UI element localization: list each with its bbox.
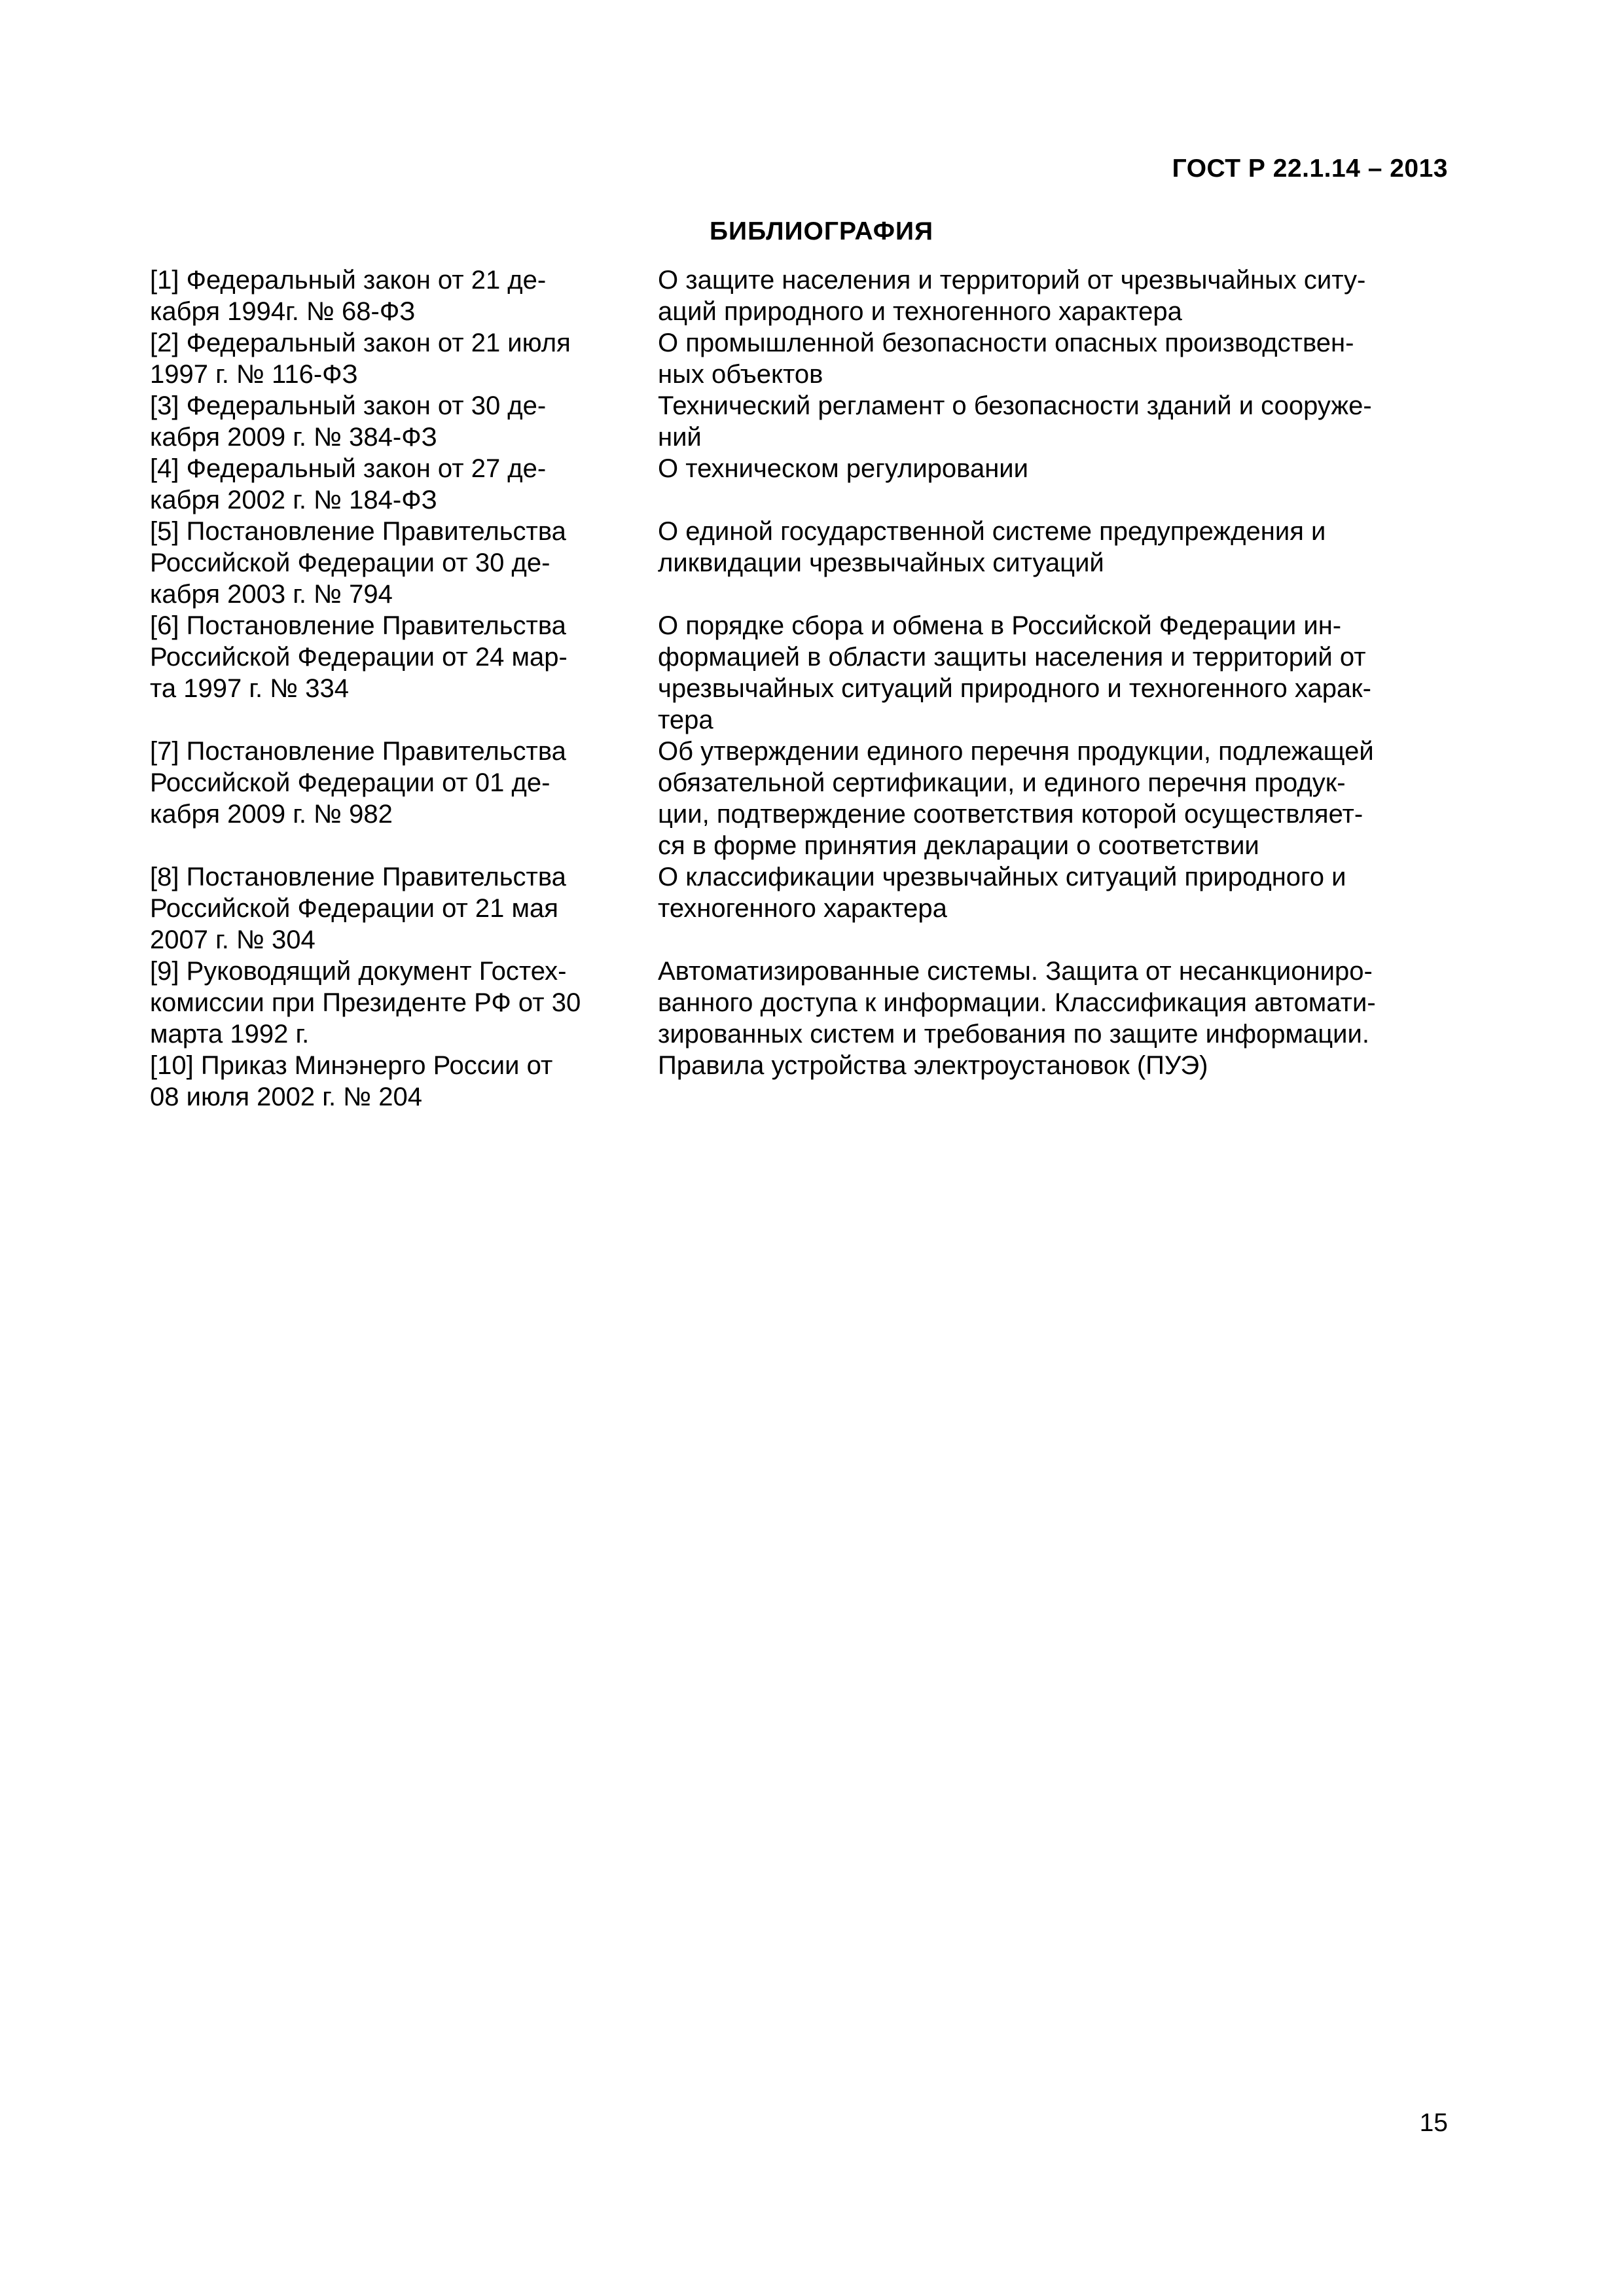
entry-title: О промышленной безопасности опасных производствен- ных объектов bbox=[658, 329, 1354, 389]
bibliography-entry bbox=[150, 610, 1433, 736]
entry-reference: [1] Федеральный закон от 21 де- кабря 1994г. № 68-ФЗ bbox=[150, 266, 547, 326]
entry-reference: [8] Постановление Правительства Российской Федерации от 21 мая 2007 г. № 304 bbox=[150, 863, 566, 954]
entry-title: О техническом регулировании bbox=[658, 454, 1028, 483]
entry-reference: [7] Постановление Правительства Российской Федерации от 01 де- кабря 2009 г. № 982 bbox=[150, 737, 566, 829]
page-number: 15 bbox=[1419, 2109, 1448, 2137]
entry-title: О порядке сбора и обмена в Российской Федерации ин- формацией в области защиты населения и территорий от чрезвычайных ситуаций природного и техногенного харак- тера bbox=[658, 611, 1371, 734]
entry-title: Автоматизированные системы. Защита от несанкциониро- ванного доступа к информации. Классификация автомати- зированных систем и требования по защите информации. bbox=[658, 957, 1376, 1049]
bibliography-entry bbox=[150, 327, 1433, 390]
bibliography-entry bbox=[150, 861, 1433, 956]
entry-reference: [2] Федеральный закон от 21 июля 1997 г. № 116-ФЗ bbox=[150, 329, 571, 389]
entry-reference: [3] Федеральный закон от 30 де- кабря 2009 г. № 384-ФЗ bbox=[150, 391, 547, 452]
entry-title: Правила устройства электроустановок (ПУЭ) bbox=[658, 1051, 1208, 1080]
bibliography-entry bbox=[150, 516, 1433, 610]
entry-reference: [6] Постановление Правительства Российской Федерации от 24 мар- та 1997 г. № 334 bbox=[150, 611, 568, 703]
bibliography-list bbox=[150, 264, 1433, 1113]
entry-reference: [5] Постановление Правительства Российской Федерации от 30 де- кабря 2003 г. № 794 bbox=[150, 517, 566, 609]
entry-reference: [9] Руководящий документ Гостех- комиссии при Президенте РФ от 30 марта 1992 г. bbox=[150, 957, 581, 1049]
bibliography-entry bbox=[150, 453, 1433, 516]
entry-title: О классификации чрезвычайных ситуаций природного и техногенного характера bbox=[658, 863, 1346, 923]
entry-title: О единой государственной системе предупреждения и ликвидации чрезвычайных ситуаций bbox=[658, 517, 1326, 577]
bibliography-entry bbox=[150, 264, 1433, 327]
entry-title: О защите населения и территорий от чрезвычайных ситу- аций природного и техногенного характера bbox=[658, 266, 1366, 326]
entry-reference: [10] Приказ Минэнерго России от 08 июля 2002 г. № 204 bbox=[150, 1051, 553, 1111]
bibliography-entry bbox=[150, 390, 1433, 453]
entry-title: Технический регламент о безопасности зданий и сооруже- ний bbox=[658, 391, 1372, 452]
bibliography-entry bbox=[150, 736, 1433, 861]
bibliography-entry bbox=[150, 956, 1433, 1050]
bibliography-title: БИБЛИОГРАФИЯ bbox=[710, 217, 934, 245]
entry-title: Об утверждении единого перечня продукции, подлежащей обязательной сертификации, и единого перечня продук- ции, подтверждение соответствия которой осуществляет- ся в форме принятия декларации о соответствии bbox=[658, 737, 1374, 860]
bibliography-entry bbox=[150, 1050, 1433, 1113]
document-code-header: ГОСТ Р 22.1.14 – 2013 bbox=[1172, 154, 1448, 183]
entry-reference: [4] Федеральный закон от 27 де- кабря 2002 г. № 184-ФЗ bbox=[150, 454, 547, 514]
